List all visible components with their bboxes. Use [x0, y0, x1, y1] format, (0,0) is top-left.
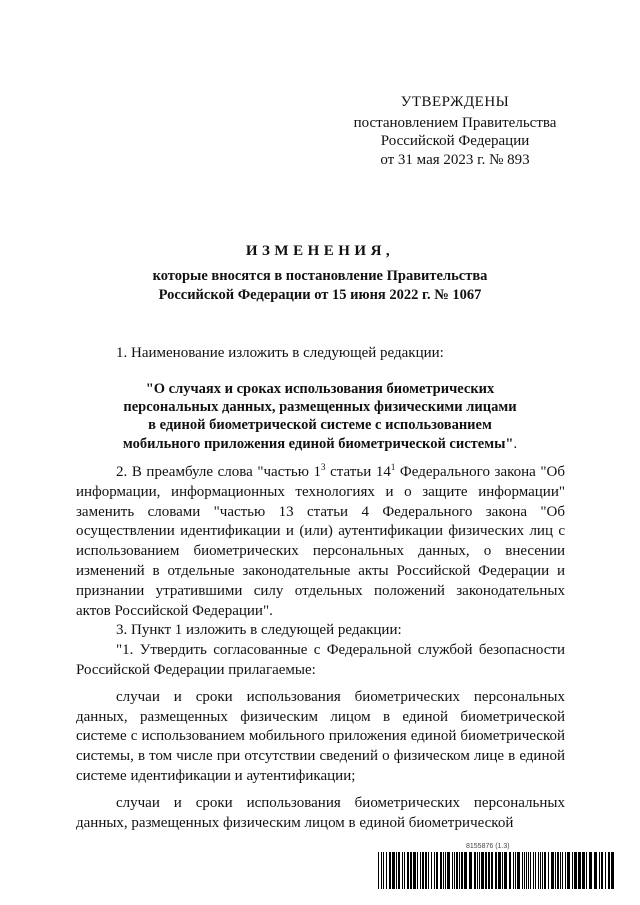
document-subtitle [0, 267, 640, 305]
approval-line-1: постановлением Правительства [353, 114, 557, 131]
body-text [76, 463, 565, 833]
quote-line-4-text: мобильного приложения единой биометрической системы" [122, 435, 514, 452]
barcode-block [378, 843, 616, 889]
item-3: 3. Пункт 1 изложить в следующей редакции: [116, 622, 402, 639]
quote-line-4 [0, 435, 640, 453]
approval-line-3: от 31 мая 2023 г. № 893 [380, 151, 530, 168]
barcode-image [378, 852, 616, 889]
subtitle-line-2: Российской Федерации от 15 июня 2022 г. № 1067 [158, 287, 482, 303]
item-1 [76, 344, 565, 364]
sub-item-1: случаи и сроки использования биометрических персональных данных, размещенных физическим лицом в единой биометрической системе с использованием мобильного приложения единой биометрической системы, в том числе при отсутствии сведений о физическом лице в единой системе идентификации и аутентификации; [76, 688, 565, 784]
item-3-text: "1. Утвердить согласованные с Федеральной службой безопасности Российской Федерации прилагаемые: [76, 642, 565, 678]
sub-item-2: случаи и сроки использования биометрических персональных данных, размещенных физическим лицом в единой биометрической [76, 794, 565, 831]
item-1-text: 1. Наименование изложить в следующей редакции: [116, 345, 444, 361]
item-2-sup-1: 3 [321, 462, 326, 472]
document-title: ИЗМЕНЕНИЯ, [245, 243, 395, 259]
quote-line-2: персональных данных, размещенных физическими лицами [123, 399, 517, 416]
quote-line-3: в единой биометрической системе с использованием [148, 417, 492, 434]
item-2-part-2: статьи 14 [325, 464, 391, 480]
subtitle-line-1: которые вносятся в постановление Правительства [152, 268, 488, 284]
item-2-part-1: 2. В преамбуле слова "частью 1 [116, 464, 322, 480]
quote-line-1: "О случаях и сроках использования биометрических [145, 381, 495, 397]
barcode-number: 8155876 (1.3) [466, 843, 510, 850]
approval-stamp [330, 93, 580, 169]
approval-title: УТВЕРЖДЕНЫ [400, 94, 510, 110]
item-2-part-3: Федерального закона "Об информации, информационных технологиях и о защите информации" заменить словами "частью 13 статьи 4 Федерального закона "Об осуществлении идентификации и (или) аутентификации физических лиц с использованием биометрических персональных данных, о внесении изменений в отдельные законодательные акты Российской Федерации и признании утратившими силу отдельных положений законодательных актов Российской Федерации". [76, 464, 566, 619]
approval-line-2: Российской Федерации [380, 133, 530, 149]
item-2 [76, 463, 565, 621]
quote-end: . [513, 435, 518, 452]
new-title-quote [0, 380, 640, 453]
item-2-sup-2: 1 [390, 462, 396, 472]
